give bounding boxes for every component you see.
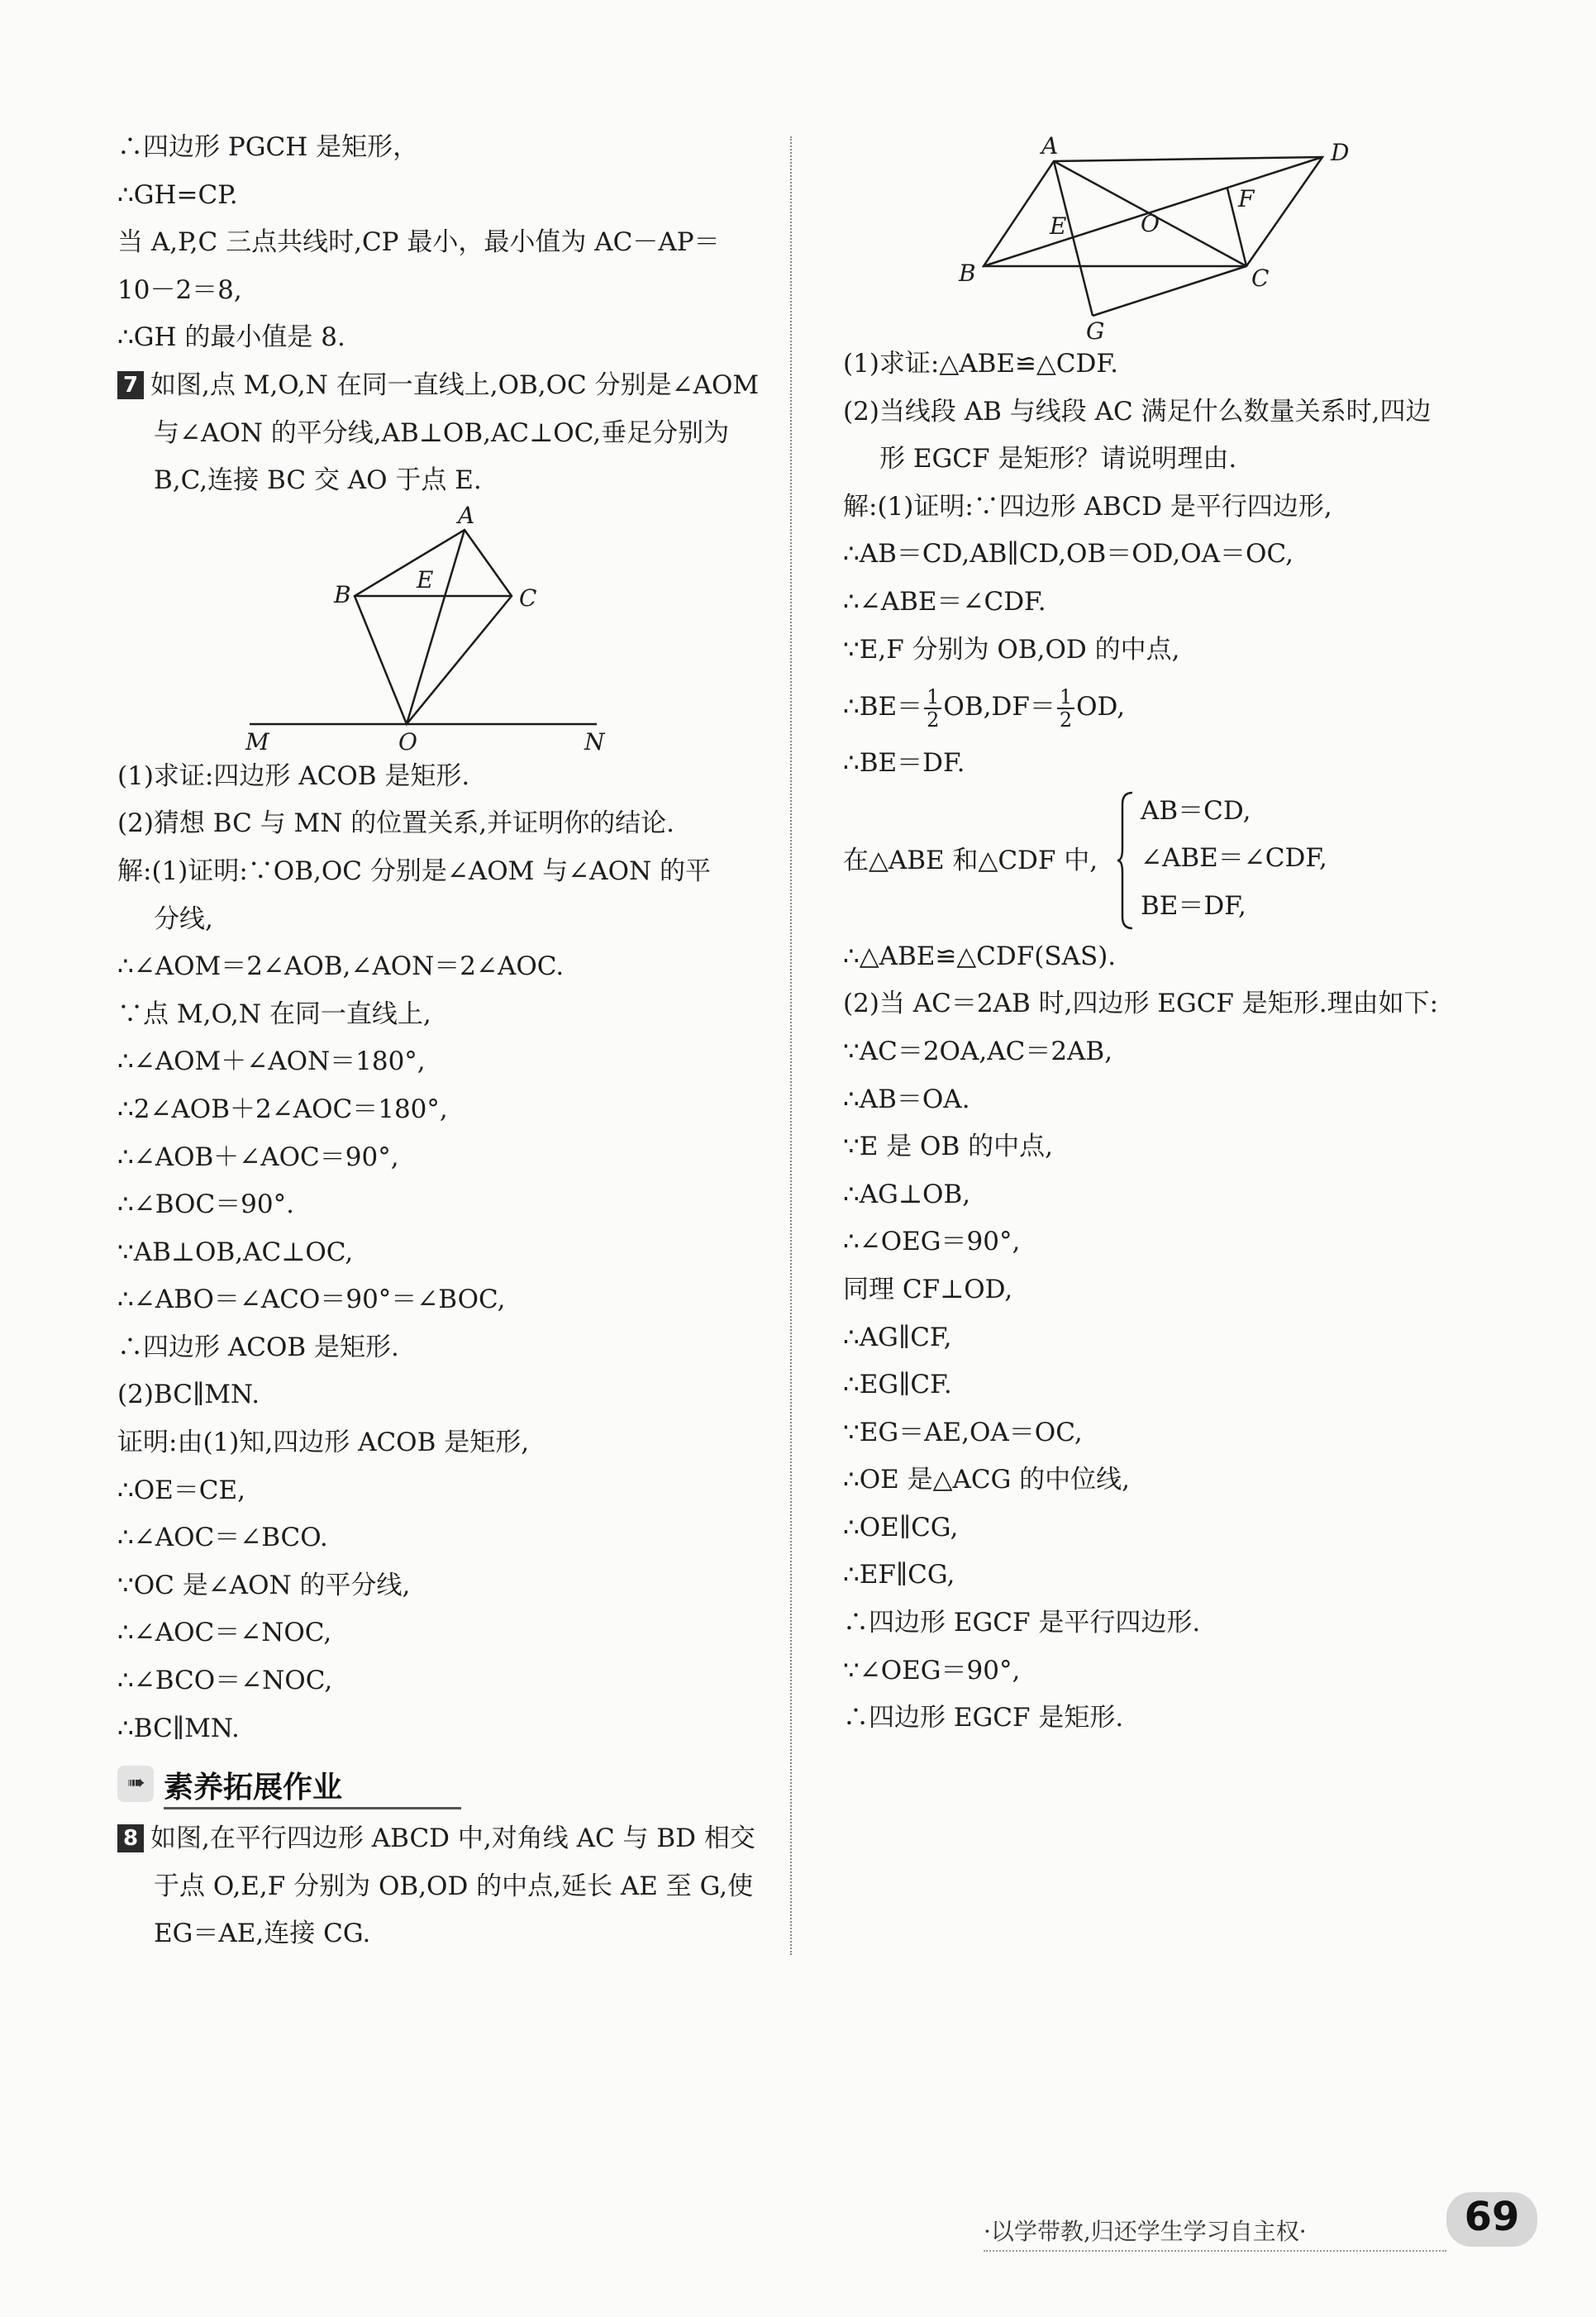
text-line: 解:(1)证明:∵四边形 ABCD 是平行四边形, [843, 491, 1332, 522]
text-line: 解:(1)证明:∵OB,OC 分别是∠AOM 与∠AON 的平 [117, 856, 711, 886]
section-header [117, 1756, 779, 1814]
text-line: 形 EGCF 是矩形？请说明理由. [879, 444, 1237, 474]
section-rule [164, 1807, 461, 1809]
question-number: 7 [117, 371, 144, 399]
text-line: ∴∠AOM＋∠AON＝180°, [117, 1046, 426, 1077]
text-line: B,C,连接 BC 交 AO 于点 E. [154, 465, 482, 496]
text-line: ∴AG∥CF, [843, 1322, 952, 1352]
label-B: B [334, 580, 351, 608]
text-line: ∴△ABE≌△CDF(SAS). [843, 941, 1117, 971]
text-line: (2)当线段 AB 与线段 AC 满足什么数量关系时,四边 [843, 396, 1432, 427]
text-line: ∴∠OEG＝90°, [843, 1227, 1021, 1257]
text-line: ∴∠AOM＝2∠AOB,∠AON＝2∠AOC. [117, 951, 565, 982]
label-C: C [1251, 265, 1270, 292]
text-line: ∴AB＝OA. [843, 1084, 970, 1114]
figure-q7 [117, 505, 779, 753]
label-D: D [1331, 139, 1350, 166]
text-line: ∴GH 的最小值是 8. [117, 322, 345, 353]
text-line: ∵AB⊥OB,AC⊥OC, [117, 1237, 354, 1267]
page-footer [984, 2191, 1546, 2257]
text-line: ∴四边形 PGCH 是矩形， [117, 132, 419, 162]
label-G: G [1086, 317, 1105, 341]
section-title: 素养拓展作业 [164, 1771, 343, 1805]
arrow-icon: ➠ [117, 1766, 154, 1802]
label-M: M [245, 727, 269, 753]
system-row: AB＝CD, [1141, 795, 1251, 826]
text-line: ∴GH=CP. [117, 179, 238, 210]
text-line: 如图,点 M,O,N 在同一直线上,OB,OC 分别是∠AOM [150, 369, 760, 400]
label-O: O [398, 727, 417, 753]
text-line: (2)BC∥MN. [117, 1380, 260, 1410]
label-F: F [1238, 185, 1255, 212]
text-line: ∴OE＝CE, [117, 1475, 245, 1505]
system-row: ∠ABE＝∠CDF, [1141, 843, 1327, 874]
text-line: ∴BC∥MN. [117, 1713, 240, 1743]
text-line: ∴EF∥CG, [843, 1560, 955, 1590]
system-lead: 在△ABE 和△CDF 中, [843, 845, 1098, 875]
fraction-line [843, 674, 1488, 740]
text-line: 10－2＝8, [117, 274, 242, 305]
q8-solution-part2 [843, 933, 1488, 1743]
q7-solution [117, 753, 779, 1752]
fraction-half: $\frac{1}{2}$ [924, 686, 941, 731]
page-number-badge [1446, 2192, 1537, 2247]
fraction-half: $\frac{1}{2}$ [1057, 686, 1074, 731]
text-line: ∴四边形 EGCF 是平行四边形. [843, 1608, 1201, 1638]
label-E: E [1050, 212, 1067, 240]
label-A: A [1041, 132, 1059, 160]
text-line: ∴∠AOC＝∠NOC, [117, 1618, 332, 1648]
system-row: BE＝DF, [1141, 890, 1246, 921]
figure-q8 [843, 124, 1488, 341]
page-number: 69 [1464, 2194, 1520, 2240]
text-line: ∵EG＝AE,OA＝OC, [843, 1417, 1083, 1447]
text-line: ∴EG∥CF. [843, 1370, 952, 1400]
text-line: ∴∠BCO＝∠NOC, [117, 1666, 333, 1696]
system-rows [1141, 788, 1327, 931]
text-line: ∵点 M,O,N 在同一直线上, [117, 999, 431, 1029]
text-line: ∴∠AOB＋∠AOC＝90°, [117, 1142, 399, 1172]
text-part: ∴BE＝ [843, 692, 923, 722]
text-line: ∴BE＝DF. [843, 748, 965, 779]
text-line: ∴2∠AOB＋2∠AOC＝180°, [117, 1094, 448, 1124]
text-line: ∴∠ABE＝∠CDF. [843, 586, 1046, 617]
text-line: 证明:由(1)知,四边形 ACOB 是矩形, [117, 1428, 530, 1458]
text-line: 当 A,P,C 三点共线时,CP 最小，最小值为 AC－AP＝ [117, 227, 720, 258]
text-line: ∵∠OEG＝90°, [843, 1655, 1021, 1685]
footer-rule [984, 2250, 1446, 2252]
footer-slogan: ·以学带教,归还学生学习自主权· [984, 2218, 1307, 2245]
text-line: ∴四边形 ACOB 是矩形. [117, 1332, 399, 1362]
text-line: 于点 O,E,F 分别为 OB,OD 的中点,延长 AE 至 G,使 [154, 1871, 754, 1901]
text-line: 同理 CF⊥OD, [843, 1274, 1013, 1304]
left-column [117, 124, 779, 1958]
text-line: (2)猜想 BC 与 MN 的位置关系,并证明你的结论. [117, 808, 674, 839]
text-line: 如图,在平行四边形 ABCD 中,对角线 AC 与 BD 相交 [150, 1824, 755, 1854]
column-divider [790, 136, 792, 1955]
text-line: (2)当 AC＝2AB 时,四边形 EGCF 是矩形.理由如下: [843, 989, 1439, 1019]
question-number: 8 [117, 1824, 144, 1852]
text-line: ∴OE∥CG, [843, 1512, 959, 1542]
text-line: ∴∠BOC＝90°. [117, 1189, 294, 1220]
text-part: OD, [1076, 692, 1126, 722]
label-B: B [959, 260, 976, 287]
label-C: C [519, 584, 537, 612]
text-line: ∴四边形 EGCF 是矩形. [843, 1703, 1124, 1733]
label-O: O [1141, 210, 1160, 237]
text-line: 分线, [154, 903, 213, 934]
question-8-line [117, 1815, 779, 1863]
text-line: ∵E,F 分别为 OB,OD 的中点, [843, 634, 1180, 665]
rectangle-acob-diagram [117, 505, 779, 753]
right-column [843, 124, 1488, 1743]
equation-system [843, 788, 1488, 933]
parallelogram-abcd-diagram [843, 124, 1488, 341]
text-line: (1)求证:四边形 ACOB 是矩形. [117, 760, 470, 791]
question-7-line [117, 362, 779, 410]
text-line: ∵AC＝2OA,AC＝2AB, [843, 1036, 1113, 1066]
text-line: ∵OC 是∠AON 的平分线, [117, 1570, 411, 1600]
text-line: EG＝AE,连接 CG. [154, 1919, 371, 1949]
left-brace-icon [1116, 791, 1136, 930]
text-line: 与∠AON 的平分线,AB⊥OB,AC⊥OC,垂足分别为 [154, 417, 730, 448]
text-line: ∴∠ABO＝∠ACO＝90°＝∠BOC, [117, 1285, 506, 1315]
label-E: E [417, 565, 434, 594]
label-N: N [584, 727, 605, 753]
text-line: ∴∠AOC＝∠BCO. [117, 1523, 328, 1553]
label-A: A [458, 504, 475, 529]
text-line: ∴AB＝CD,AB∥CD,OB＝OD,OA＝OC, [843, 539, 1293, 570]
text-line: ∴AG⊥OB, [843, 1179, 971, 1209]
text-line: ∴OE 是△ACG 的中位线, [843, 1465, 1131, 1495]
text-line: (1)求证:△ABE≌△CDF. [843, 349, 1118, 379]
text-line: ∵E 是 OB 的中点, [843, 1132, 1053, 1162]
text-part: OB,DF＝ [943, 692, 1055, 722]
